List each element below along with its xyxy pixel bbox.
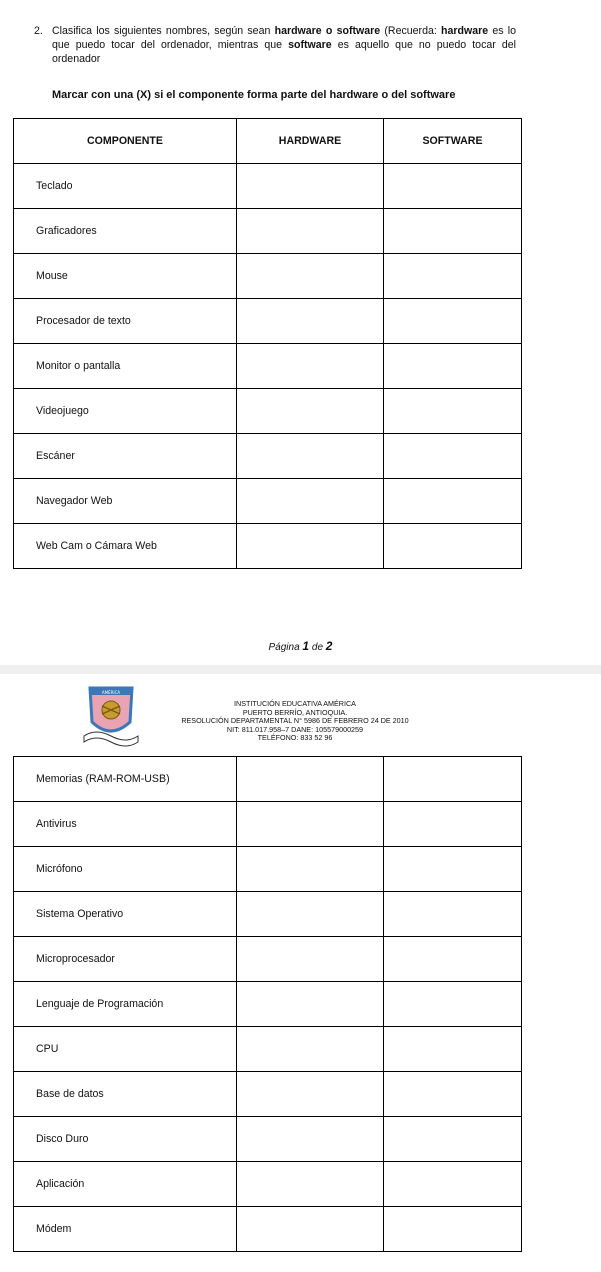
table-row bbox=[14, 524, 522, 569]
question-number: 2. bbox=[34, 25, 43, 37]
component-name: Disco Duro bbox=[14, 1117, 237, 1162]
hardware-cell[interactable] bbox=[237, 389, 384, 434]
school-logo bbox=[82, 684, 140, 752]
school-header bbox=[160, 700, 430, 743]
school-nit: NIT: 811.017.958–7 DANE: 105579000259 bbox=[226, 724, 364, 734]
software-cell[interactable] bbox=[384, 982, 522, 1027]
software-cell[interactable] bbox=[384, 937, 522, 982]
header-componente: COMPONENTE bbox=[14, 119, 237, 164]
hardware-cell[interactable] bbox=[237, 479, 384, 524]
table-row bbox=[14, 937, 522, 982]
component-name: Procesador de texto bbox=[14, 299, 237, 344]
software-cell[interactable] bbox=[384, 344, 522, 389]
hardware-cell[interactable] bbox=[237, 299, 384, 344]
hardware-cell[interactable] bbox=[237, 1207, 384, 1252]
table-row bbox=[14, 1162, 522, 1207]
component-name: Módem bbox=[14, 1207, 237, 1252]
software-cell[interactable] bbox=[384, 892, 522, 937]
school-name: INSTITUCIÓN EDUCATIVA AMÉRICA bbox=[234, 699, 356, 708]
hardware-cell[interactable] bbox=[237, 209, 384, 254]
table-row bbox=[14, 389, 522, 434]
hardware-cell[interactable] bbox=[237, 434, 384, 479]
hardware-cell[interactable] bbox=[237, 1117, 384, 1162]
software-cell[interactable] bbox=[384, 254, 522, 299]
hardware-cell[interactable] bbox=[237, 344, 384, 389]
component-name: Antivirus bbox=[14, 802, 237, 847]
software-cell[interactable] bbox=[384, 802, 522, 847]
page-footer: Página 1 de 2 bbox=[268, 639, 333, 653]
hardware-cell[interactable] bbox=[237, 254, 384, 299]
table-row bbox=[14, 209, 522, 254]
software-cell[interactable] bbox=[384, 1117, 522, 1162]
hardware-cell[interactable] bbox=[237, 802, 384, 847]
component-name: Web Cam o Cámara Web bbox=[14, 524, 237, 569]
school-city: PUERTO BERRÍO, ANTIOQUIA. bbox=[242, 707, 348, 717]
component-name: Monitor o pantalla bbox=[14, 344, 237, 389]
school-resolution: RESOLUCIÓN DEPARTAMENTAL N° 5986 DE FEBRERO 24 DE 2010 bbox=[181, 716, 409, 726]
hardware-cell[interactable] bbox=[237, 1027, 384, 1072]
hardware-cell[interactable] bbox=[237, 1162, 384, 1207]
table-row bbox=[14, 1072, 522, 1117]
software-cell[interactable] bbox=[384, 434, 522, 479]
component-name: Graficadores bbox=[14, 209, 237, 254]
table-row bbox=[14, 1027, 522, 1072]
software-cell[interactable] bbox=[384, 1162, 522, 1207]
table-row bbox=[14, 802, 522, 847]
software-cell[interactable] bbox=[384, 209, 522, 254]
table-row bbox=[14, 1207, 522, 1252]
instructions bbox=[34, 24, 516, 66]
table-row bbox=[14, 344, 522, 389]
table-row bbox=[14, 299, 522, 344]
hardware-cell[interactable] bbox=[237, 524, 384, 569]
school-phone: TELÉFONO: 833 52 96 bbox=[257, 733, 333, 743]
component-name: CPU bbox=[14, 1027, 237, 1072]
software-cell[interactable] bbox=[384, 389, 522, 434]
software-cell[interactable] bbox=[384, 164, 522, 209]
table-row bbox=[14, 757, 522, 802]
table-row bbox=[14, 254, 522, 299]
component-name: Videojuego bbox=[14, 389, 237, 434]
software-cell[interactable] bbox=[384, 299, 522, 344]
table-row bbox=[14, 892, 522, 937]
software-cell[interactable] bbox=[384, 1027, 522, 1072]
component-name: Base de datos bbox=[14, 1072, 237, 1117]
software-cell[interactable] bbox=[384, 479, 522, 524]
component-name: Teclado bbox=[14, 164, 237, 209]
component-name: Mouse bbox=[14, 254, 237, 299]
component-name: Lenguaje de Programación bbox=[14, 982, 237, 1027]
hardware-cell[interactable] bbox=[237, 982, 384, 1027]
table-row bbox=[14, 1117, 522, 1162]
mark-instruction: Marcar con una (X) si el componente forma parte del hardware o del software bbox=[52, 89, 456, 101]
hardware-cell[interactable] bbox=[237, 164, 384, 209]
table-row bbox=[14, 479, 522, 524]
component-name: Navegador Web bbox=[14, 479, 237, 524]
page-separator bbox=[0, 665, 601, 674]
component-name: Microprocesador bbox=[14, 937, 237, 982]
table-header-row bbox=[14, 119, 522, 164]
table-row bbox=[14, 164, 522, 209]
page-2 bbox=[0, 674, 601, 1272]
header-hardware: HARDWARE bbox=[237, 119, 384, 164]
component-name: Escáner bbox=[14, 434, 237, 479]
software-cell[interactable] bbox=[384, 1207, 522, 1252]
instruction-text: Clasifica los siguientes nombres, según sean hardware o software (Recuerda: hardware es lo que puedo tocar del ordenador, mientras que software es aquello que no puedo tocar del ordenador bbox=[52, 25, 516, 65]
software-cell[interactable] bbox=[384, 1072, 522, 1117]
component-name: Memorias (RAM-ROM-USB) bbox=[14, 757, 237, 802]
classification-table-page1 bbox=[13, 118, 522, 569]
software-cell[interactable] bbox=[384, 757, 522, 802]
component-name: Sistema Operativo bbox=[14, 892, 237, 937]
hardware-cell[interactable] bbox=[237, 1072, 384, 1117]
component-name: Aplicación bbox=[14, 1162, 237, 1207]
table-row bbox=[14, 847, 522, 892]
software-cell[interactable] bbox=[384, 524, 522, 569]
hardware-cell[interactable] bbox=[237, 847, 384, 892]
hardware-cell[interactable] bbox=[237, 937, 384, 982]
header-software: SOFTWARE bbox=[384, 119, 522, 164]
classification-table-page2 bbox=[13, 756, 522, 1252]
table-row bbox=[14, 982, 522, 1027]
table-row bbox=[14, 434, 522, 479]
hardware-cell[interactable] bbox=[237, 757, 384, 802]
hardware-cell[interactable] bbox=[237, 892, 384, 937]
component-name: Micrófono bbox=[14, 847, 237, 892]
software-cell[interactable] bbox=[384, 847, 522, 892]
logo-text: AMÉRICA bbox=[101, 690, 121, 695]
